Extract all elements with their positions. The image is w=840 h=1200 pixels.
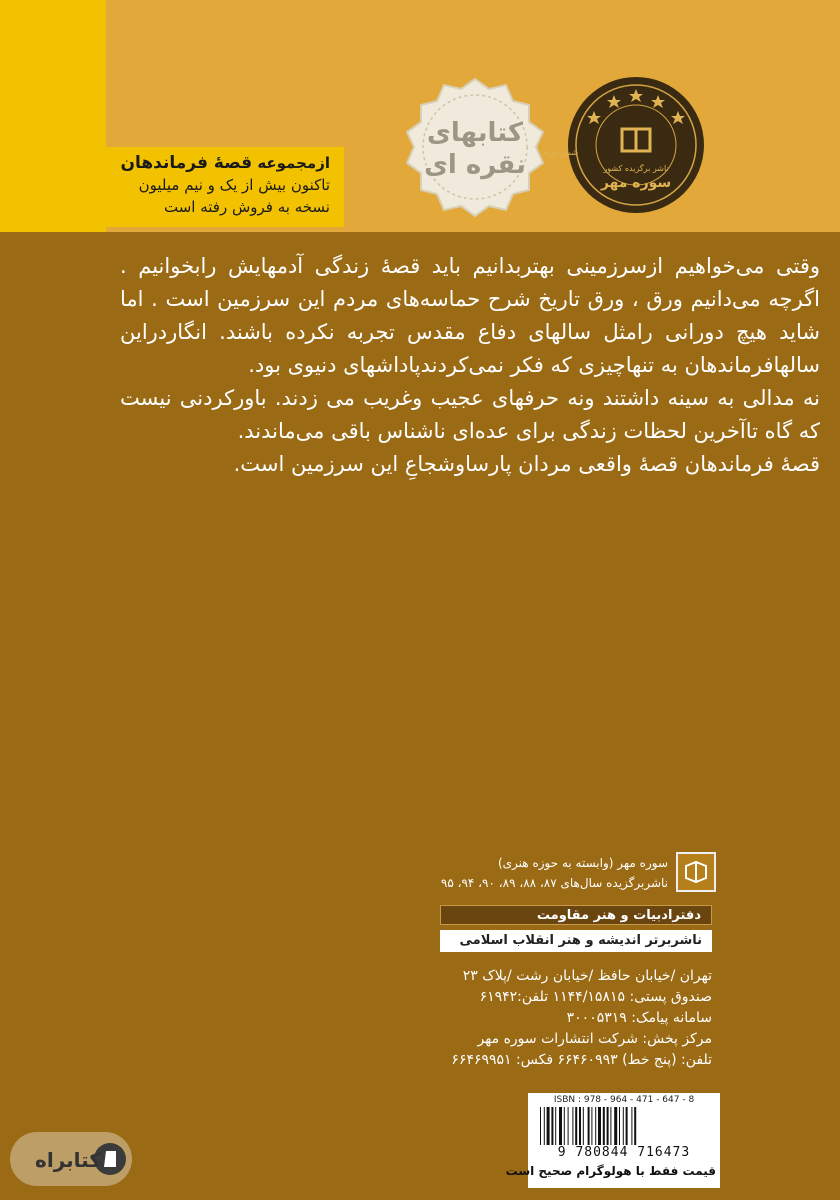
barcode-digits: 9 780844 716473 — [557, 1145, 691, 1160]
series-box — [104, 147, 344, 227]
address-line: مرکز پخش: شرکت انتشارات سوره مهر — [477, 1031, 712, 1047]
blurb-paragraph-1: وقتی می‌خواهیم ازسرزمینی بهتربدانیم باید قصهٔ زندگی آدمهایش رابخوانیم . اگرچه می‌دانیم ورق ، ورق تاریخ شرح حماسه‌های مردم این سرزمین است . اما شاید هیچ دورانی رامثل سالهای دفاع مقدس تجربه نکرده باشند. انگاردراین سالهافرماندهان به تنهاچیزی که فکر نمی‌کردندپاداشهای دنیوی بود. — [120, 254, 820, 377]
silver-badge-text-2: نقره ای — [424, 150, 526, 180]
blurb-text — [120, 250, 820, 481]
publisher-name: سوره مهر (وابسته به حوزه هنری) — [497, 856, 668, 870]
barcode-box — [505, 1093, 720, 1188]
address-line: صندوق پستی: ۱۱۴۴/۱۵۸۱۵ تلفن:۶۱۹۴۲ — [479, 989, 712, 1005]
address-line: تلفن: (پنج خط) ۶۶۴۶۰۹۹۳ فکس: ۶۶۴۶۹۹۵۱ — [451, 1052, 712, 1068]
address-line: سامانه پیامک: ۳۰۰۰۵۳۱۹ — [566, 1010, 712, 1026]
publisher-address — [440, 966, 712, 1071]
publisher-logo-icon — [676, 852, 716, 892]
series-line-1 — [120, 153, 330, 173]
publisher-years: ناشربرگزیده سال‌های ۸۷، ۸۸، ۸۹، ۹۰، ۹۴، ۹۵ — [440, 876, 668, 890]
publisher-award: ناشربرتر اندیشه و هنر انقلاب اسلامی — [440, 930, 712, 952]
series-prefix: ازمجموعه — [257, 154, 330, 172]
price-note: قیمت فقط با هولوگرام صحیح است — [505, 1164, 716, 1178]
sooreh-mehr-badge — [543, 75, 706, 215]
address-line: تهران /خیابان حافظ /خیابان رشت /پلاک ۲۳ — [462, 968, 712, 984]
silver-badge-text-1: کتابهای — [426, 118, 524, 148]
barcode-bars — [538, 1107, 710, 1145]
publisher-office: دفترادبیات و هنر مقاومت — [440, 905, 712, 925]
series-name: قصهٔ فرماندهان — [120, 153, 253, 173]
isbn-label: ISBN : 978 - 964 - 471 - 647 - 8 — [553, 1095, 695, 1105]
series-line-3: نسخه به فروش رفته است — [163, 198, 330, 216]
sooreh-badge-name: سوره مهر — [600, 175, 672, 191]
sooreh-badge-ring-text: ناشر برگزیده کشور — [603, 164, 669, 173]
blurb-paragraph-2: نه مدالی به سینه داشتند ونه حرفهای عجیب وغریب می زدند. باورکردنی نیست که گاه تاآخرین لحظات زندگی برای عده‌ای ناشناس باقی می‌ماندند. — [120, 386, 820, 443]
series-line-2: تاکنون بیش از یک و نیم میلیون — [138, 176, 330, 194]
yellow-strip — [0, 0, 106, 232]
sooreh-badge-side-text: شش دوره — [543, 148, 578, 157]
ketabrah-label: کتابراه — [35, 1148, 101, 1172]
blurb-paragraph-3: قصهٔ فرماندهان قصهٔ واقعی مردان پارساوشجاعِ این سرزمین است. — [233, 452, 820, 476]
silver-books-badge — [395, 75, 555, 235]
ketabrah-watermark — [10, 1130, 132, 1188]
